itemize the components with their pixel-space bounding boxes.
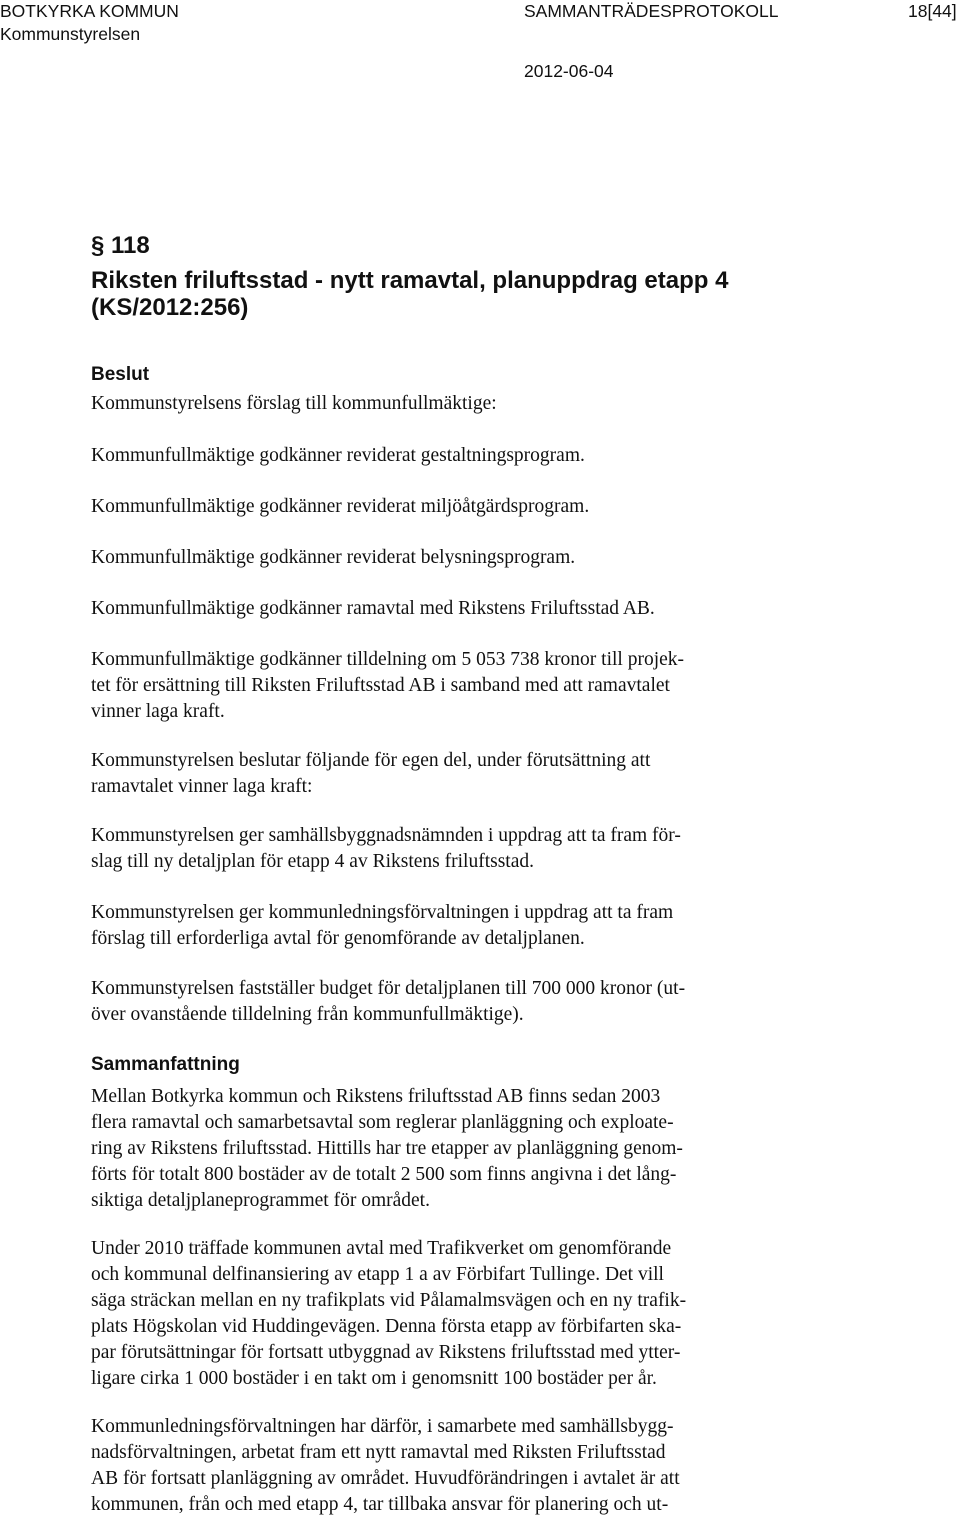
text-line: och kommunal delfinansiering av etapp 1 a av Förbifart Tullinge. Det vill <box>91 1264 664 1285</box>
text-line: Kommunfullmäktige godkänner tilldelning om 5 053 738 kronor till projek- <box>91 649 685 670</box>
beslut-paragraph-5 <box>91 647 684 725</box>
text-line: AB för fortsatt planläggning av området. Huvudförändringen i avtalet är att <box>91 1468 680 1489</box>
beslut-paragraph-1: Kommunfullmäktige godkänner reviderat gestaltningsprogram. <box>91 445 585 466</box>
text-line: Kommunstyrelsen fastställer budget för detaljplanen till 700 000 kronor (ut- <box>91 978 686 999</box>
beslut-paragraph-3: Kommunfullmäktige godkänner reviderat belysningsprogram. <box>91 547 576 568</box>
text-line: ligare cirka 1 000 bostäder i en takt om i genomsnitt 100 bostäder per år. <box>91 1368 657 1389</box>
beslut-intro: Kommunstyrelsens förslag till kommunfullmäktige: <box>91 393 497 414</box>
text-line: flera ramavtal och samarbetsavtal som reglerar planläggning och exploate- <box>91 1112 674 1133</box>
section-title-line-1: Riksten friluftsstad - nytt ramavtal, planuppdrag etapp 4 <box>91 267 729 294</box>
text-line: förslag till erforderliga avtal för genomförande av detaljplanen. <box>91 928 585 949</box>
beslut-paragraph-7 <box>91 823 681 875</box>
text-line: ramavtalet vinner laga kraft: <box>91 776 313 797</box>
text-line: tet för ersättning till Riksten Friluftsstad AB i samband med att ramavtalet <box>91 675 670 696</box>
text-line: kommunen, från och med etapp 4, tar tillbaka ansvar för planering och ut- <box>91 1494 669 1515</box>
beslut-paragraph-6 <box>91 748 650 800</box>
text-line: förts för totalt 800 bostäder av de totalt 2 500 som finns angivna i det lång- <box>91 1164 677 1185</box>
text-line: nadsförvaltningen, arbetat fram ett nytt ramavtal med Riksten Friluftsstad <box>91 1442 666 1463</box>
header-page-number: 18[44] <box>908 1 957 21</box>
paragraph-number: § 118 <box>91 232 150 259</box>
text-line: Kommunstyrelsen beslutar följande för egen del, under förutsättning att <box>91 750 651 771</box>
beslut-heading: Beslut <box>91 364 150 385</box>
text-line: Kommunstyrelsen ger kommunledningsförvaltningen i uppdrag att ta fram <box>91 902 674 923</box>
text-line: ring av Rikstens friluftsstad. Hittills har tre etapper av planläggning genom- <box>91 1138 683 1159</box>
text-line: siktiga detaljplaneprogrammet för området. <box>91 1190 430 1211</box>
header-doc-type: SAMMANTRÄDESPROTOKOLL <box>524 1 779 21</box>
header-date: 2012-06-04 <box>524 61 614 81</box>
header-org: BOTKYRKA KOMMUN <box>0 1 179 21</box>
header-body: Kommunstyrelsen <box>0 24 141 44</box>
beslut-paragraph-4: Kommunfullmäktige godkänner ramavtal med Rikstens Friluftsstad AB. <box>91 598 655 619</box>
text-line: Kommunstyrelsen ger samhällsbyggnadsnämnden i uppdrag att ta fram för- <box>91 825 681 846</box>
section-title-line-2: (KS/2012:256) <box>91 294 249 321</box>
text-line: Under 2010 träffade kommunen avtal med Trafikverket om genomförande <box>91 1238 672 1259</box>
sammanfattning-paragraph-1 <box>91 1084 683 1214</box>
beslut-paragraph-9 <box>91 976 685 1028</box>
sammanfattning-paragraph-2 <box>91 1236 686 1392</box>
text-line: Mellan Botkyrka kommun och Rikstens friluftsstad AB finns sedan 2003 <box>91 1086 661 1107</box>
text-line: säga sträckan mellan en ny trafikplats vid Pålamalmsvägen och en ny trafik- <box>91 1290 687 1311</box>
text-line: plats Högskolan vid Huddingevägen. Denna första etapp av förbifarten ska- <box>91 1316 682 1337</box>
text-line: över ovanstående tilldelning från kommunfullmäktige). <box>91 1004 524 1025</box>
sammanfattning-paragraph-3 <box>91 1414 680 1518</box>
text-line: par förutsättningar för fortsatt utbyggnad av Rikstens friluftsstad med ytter- <box>91 1342 681 1363</box>
text-line: slag till ny detaljplan för etapp 4 av Rikstens friluftsstad. <box>91 851 534 872</box>
beslut-paragraph-8 <box>91 900 673 952</box>
text-line: Kommunledningsförvaltningen har därför, i samarbete med samhällsbygg- <box>91 1416 674 1437</box>
text-line: vinner laga kraft. <box>91 701 225 722</box>
sammanfattning-heading: Sammanfattning <box>91 1054 240 1075</box>
beslut-paragraph-2: Kommunfullmäktige godkänner reviderat miljöåtgärdsprogram. <box>91 496 590 517</box>
